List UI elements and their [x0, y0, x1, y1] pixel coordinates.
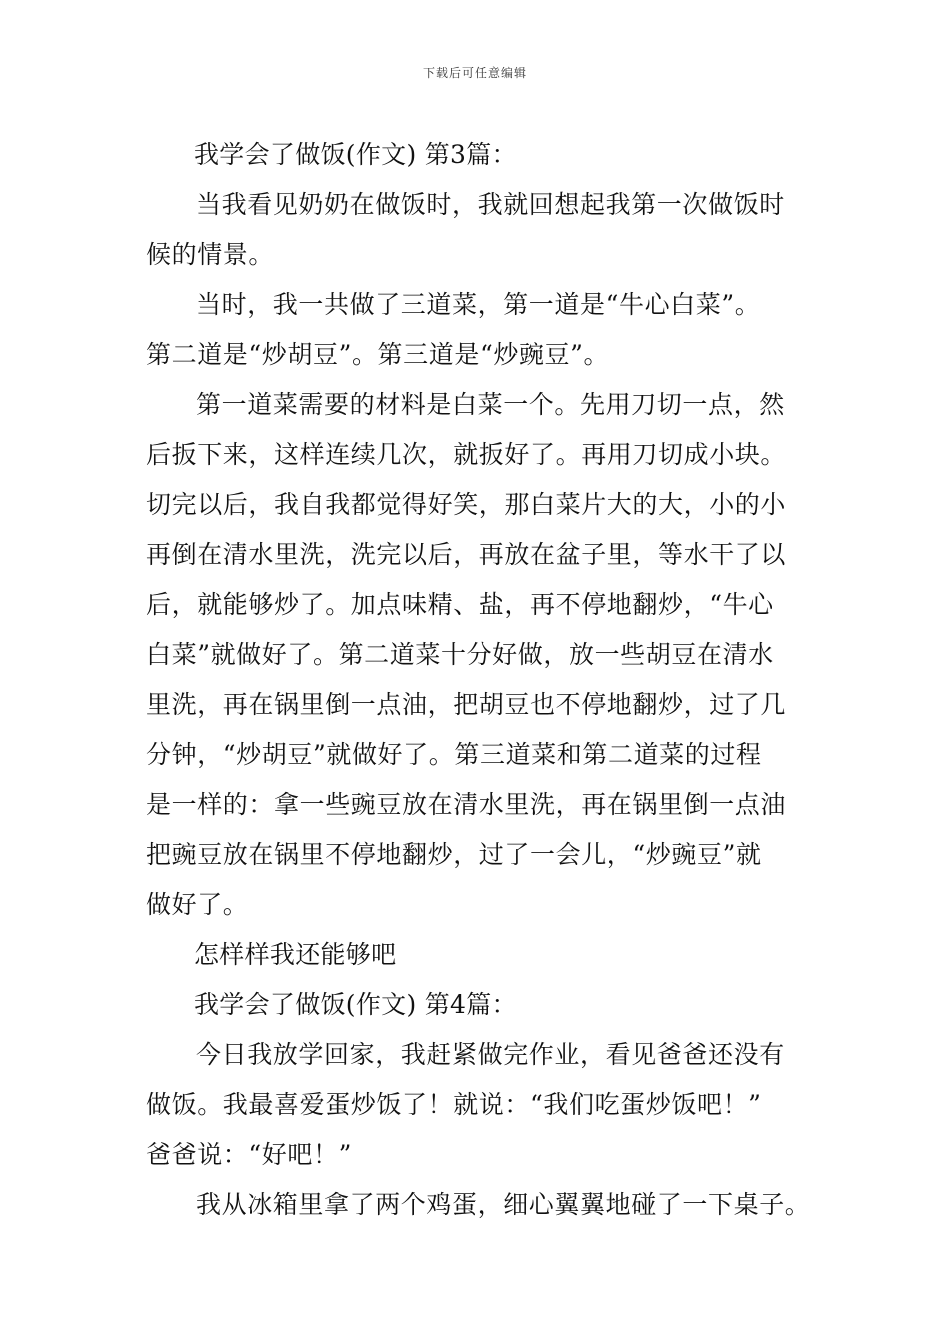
text-line: 怎样样我还能够吧: [194, 940, 397, 969]
text-line: 第一道菜需要的材料是白菜一个。先用刀切一点，然: [196, 390, 785, 419]
text-line: 当我看见奶奶在做饭时，我就回想起我第一次做饭时: [196, 190, 785, 219]
text-line: 做好了。: [146, 890, 249, 919]
text-line: 做饭。我最喜爱蛋炒饭了！就说：“我们吃蛋炒饭吧！”: [146, 1090, 762, 1119]
text-line: 我从冰箱里拿了两个鸡蛋，细心翼翼地碰了一下桌子。: [196, 1190, 811, 1219]
text-line: 当时，我一共做了三道菜，第一道是“牛心白菜”。: [196, 290, 761, 319]
text-line: 把豌豆放在锅里不停地翻炒，过了一会儿，“炒豌豆”就: [146, 840, 762, 869]
document-body: [146, 130, 836, 1230]
text-line: 分钟，“炒胡豆”就做好了。第三道菜和第二道菜的过程: [146, 740, 762, 769]
text-line: 第二道是“炒胡豆”。第三道是“炒豌豆”。: [146, 340, 610, 369]
text-line: 今日我放学回家，我赶紧做完作业，看见爸爸还没有: [196, 1040, 785, 1069]
text-line: 再倒在清水里洗，洗完以后，再放在盆子里，等水干了以: [146, 540, 787, 569]
text-line: 我学会了做饭(作文) 第3篇：: [194, 140, 517, 169]
text-line: 是一样的：拿一些豌豆放在清水里洗，再在锅里倒一点油: [146, 790, 787, 819]
text-line: 我学会了做饭(作文) 第4篇：: [194, 990, 517, 1019]
text-line: 后，就能够炒了。加点味精、盐，再不停地翻炒，“牛心: [146, 590, 774, 619]
text-line: 候的情景。: [146, 240, 275, 269]
text-line: 切完以后，我自我都觉得好笑，那白菜片大的大，小的小: [146, 490, 787, 519]
text-line: 后扳下来，这样连续几次，就扳好了。再用刀切成小块。: [146, 440, 787, 469]
text-line: 白菜”就做好了。第二道菜十分好做，放一些胡豆在清水: [146, 640, 774, 669]
header-note: 下载后可任意编辑: [422, 66, 527, 80]
text-line: 里洗，再在锅里倒一点油，把胡豆也不停地翻炒，过了几: [146, 690, 787, 719]
text-line: 爸爸说：“好吧！”: [146, 1140, 352, 1169]
